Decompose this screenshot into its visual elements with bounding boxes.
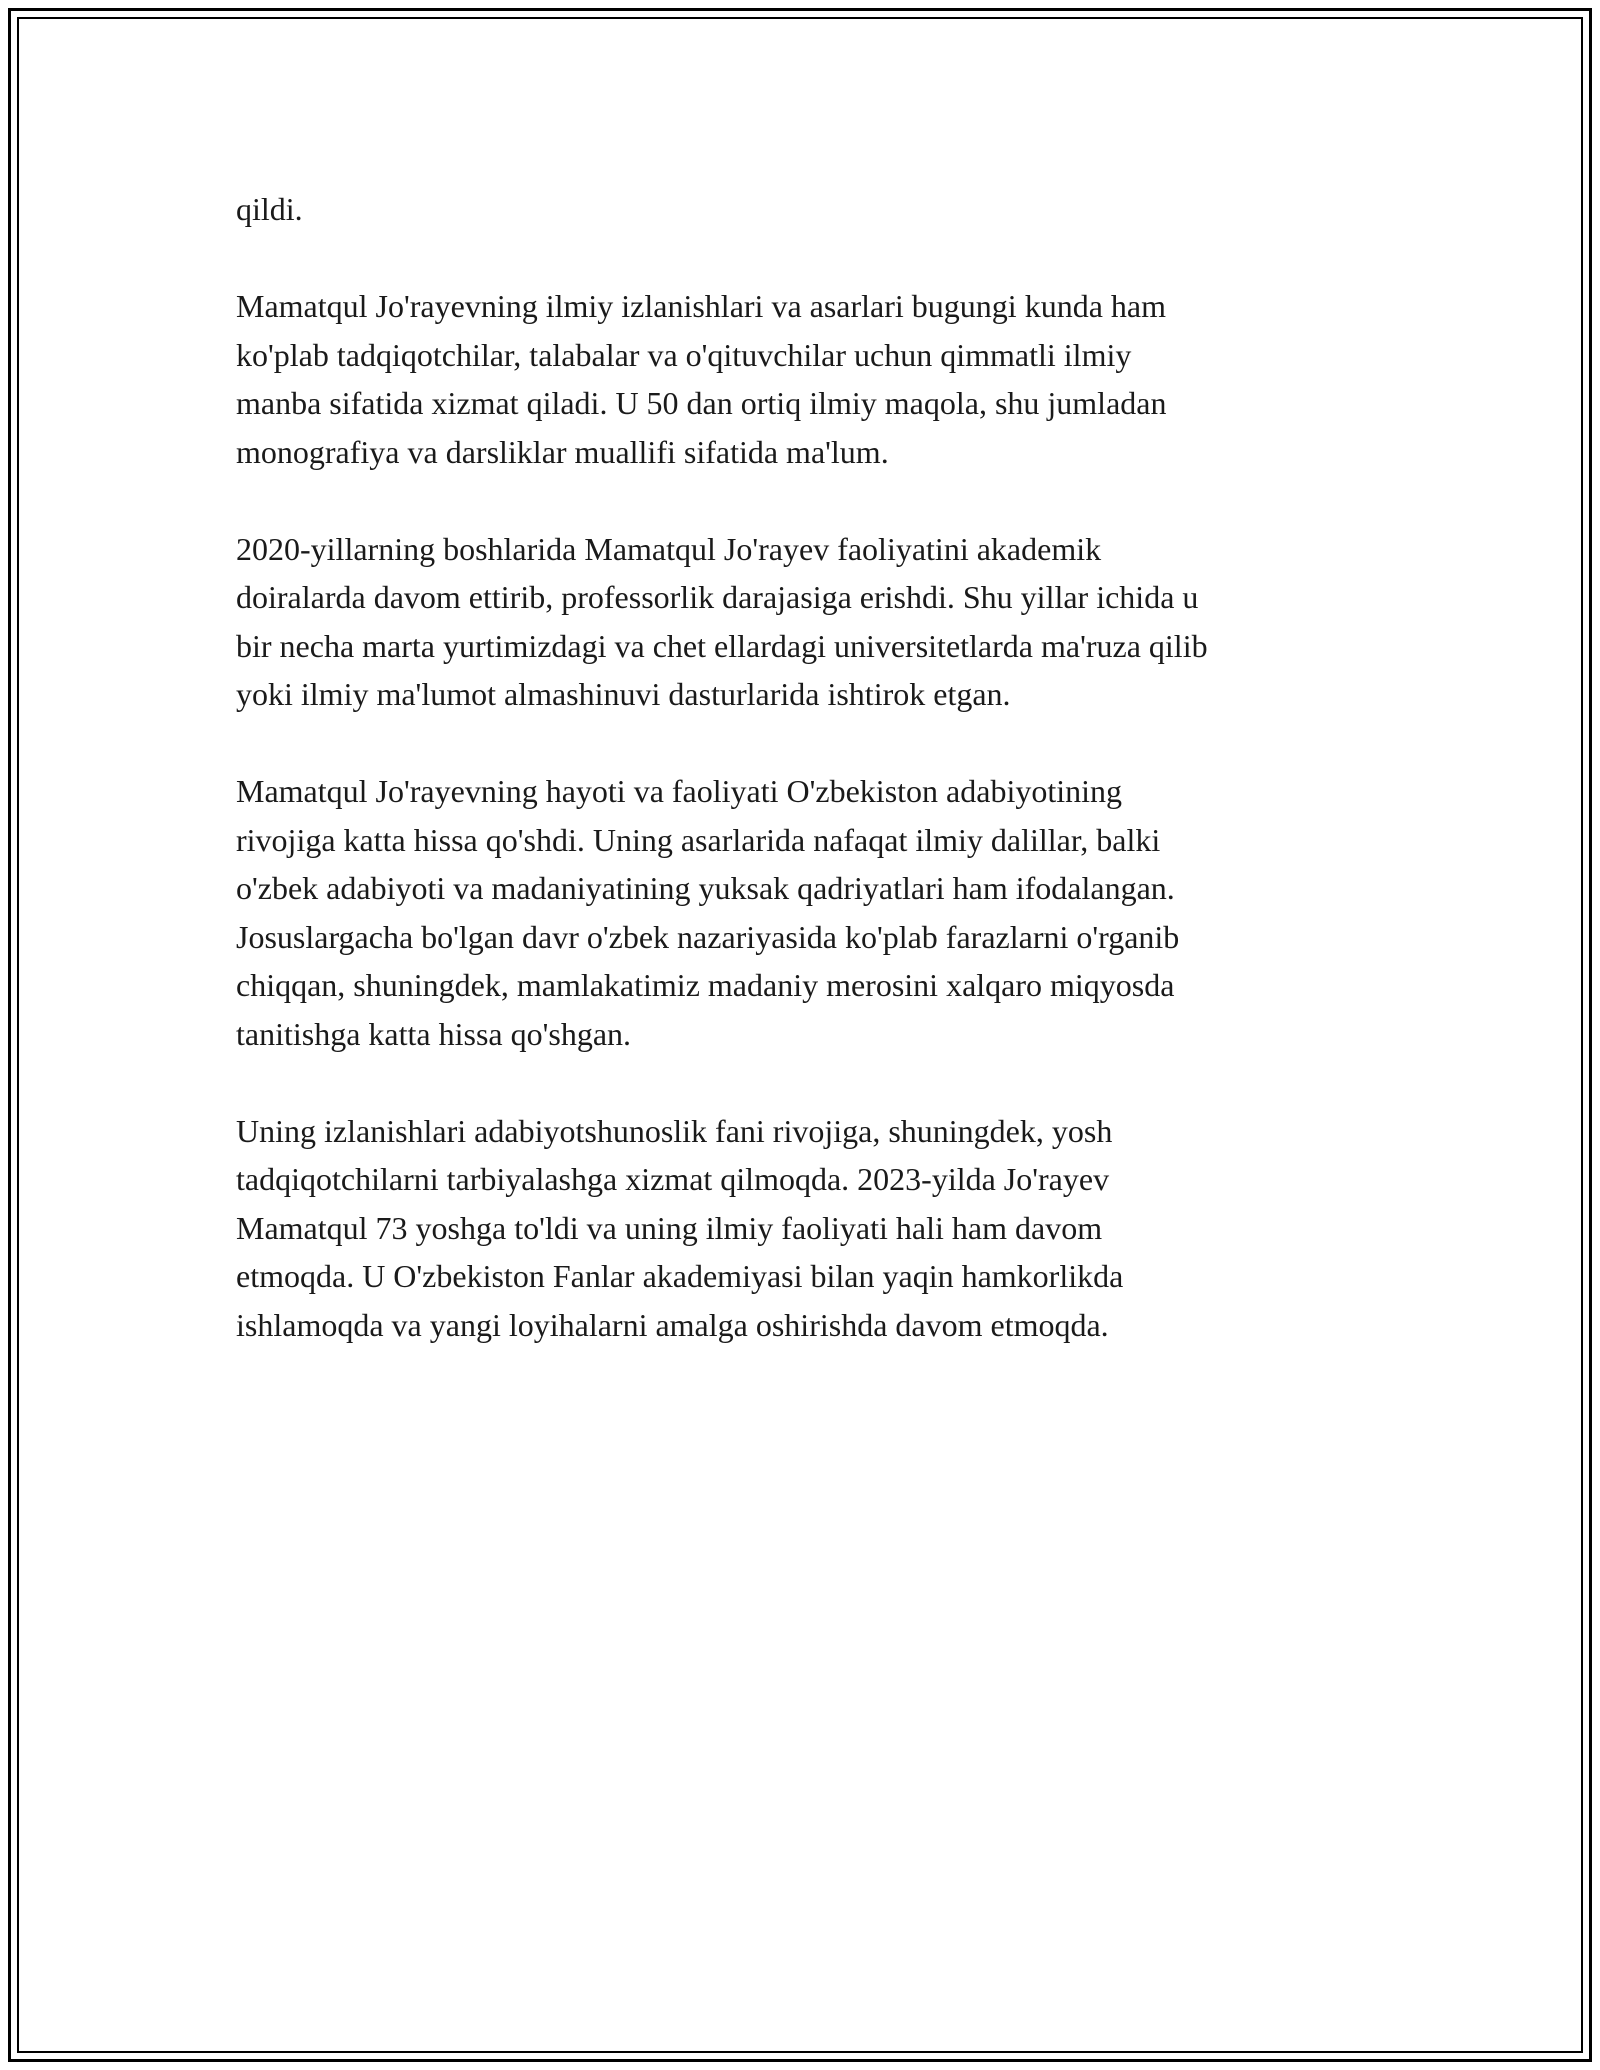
text-line: monografiya va darsliklar muallifi sifatida ma'lum. — [236, 433, 889, 470]
text-line: chiqqan, shuningdek, mamlakatimiz madaniy merosini xalqaro miqyosda — [236, 967, 1175, 1003]
paragraph-3 — [236, 525, 1376, 719]
text-line: yoki ilmiy ma'lumot almashinuvi dasturlarida ishtirok etgan. — [236, 676, 1011, 712]
paragraph-1 — [236, 185, 1376, 234]
text-line: bir necha marta yurtimizdagi va chet ellardagi universitetlarda ma'ruza qilib — [236, 627, 1208, 664]
text-line: Mamatqul 73 yoshga to'ldi va uning ilmiy faoliyati hali ham davom — [236, 1209, 1103, 1246]
text-line: ko'plab tadqiqotchilar, talabalar va o'qituvchilar uchun qimmatli ilmiy — [236, 336, 1132, 373]
text-line: ishlamoqda va yangi loyihalarni amalga oshirishda davom etmoqda. — [236, 1306, 1109, 1343]
text-line: tadqiqotchilarni tarbiyalashga xizmat qilmoqda. 2023-yilda Jo'rayev — [236, 1161, 1110, 1197]
text-line: etmoqda. U O'zbekiston Fanlar akademiyasi bilan yaqin hamkorlikda — [236, 1258, 1124, 1294]
text-line: Uning izlanishlari adabiyotshunoslik fani rivojiga, shuningdek, yosh — [236, 1112, 1113, 1149]
text-line: tanitishga katta hissa qo'shgan. — [236, 1015, 632, 1052]
paragraph-4 — [236, 767, 1376, 1058]
text-line: 2020-yillarning boshlarida Mamatqul Jo'rayev faoliyatini akademik — [236, 530, 1102, 567]
paragraph-2 — [236, 282, 1376, 476]
paragraph-5 — [236, 1107, 1376, 1350]
text-line: qildi. — [236, 191, 303, 227]
document-body — [236, 185, 1376, 1398]
text-line: Josuslargacha bo'lgan davr o'zbek nazariyasida ko'plab farazlarni o'rganib — [236, 918, 1180, 955]
text-line: doiralarda davom ettirib, professorlik darajasiga erishdi. Shu yillar ichida u — [236, 579, 1199, 615]
text-line: o'zbek adabiyoti va madaniyatining yuksak qadriyatlari ham ifodalangan. — [236, 870, 1175, 906]
text-line: manba sifatida xizmat qiladi. U 50 dan ortiq ilmiy maqola, shu jumladan — [236, 385, 1167, 421]
text-line: Mamatqul Jo'rayevning ilmiy izlanishlari va asarlari bugungi kunda ham — [236, 288, 1166, 324]
text-line: rivojiga katta hissa qo'shdi. Uning asarlarida nafaqat ilmiy dalillar, balki — [236, 821, 1161, 858]
text-line: Mamatqul Jo'rayevning hayoti va faoliyati O'zbekiston adabiyotining — [236, 773, 1122, 809]
